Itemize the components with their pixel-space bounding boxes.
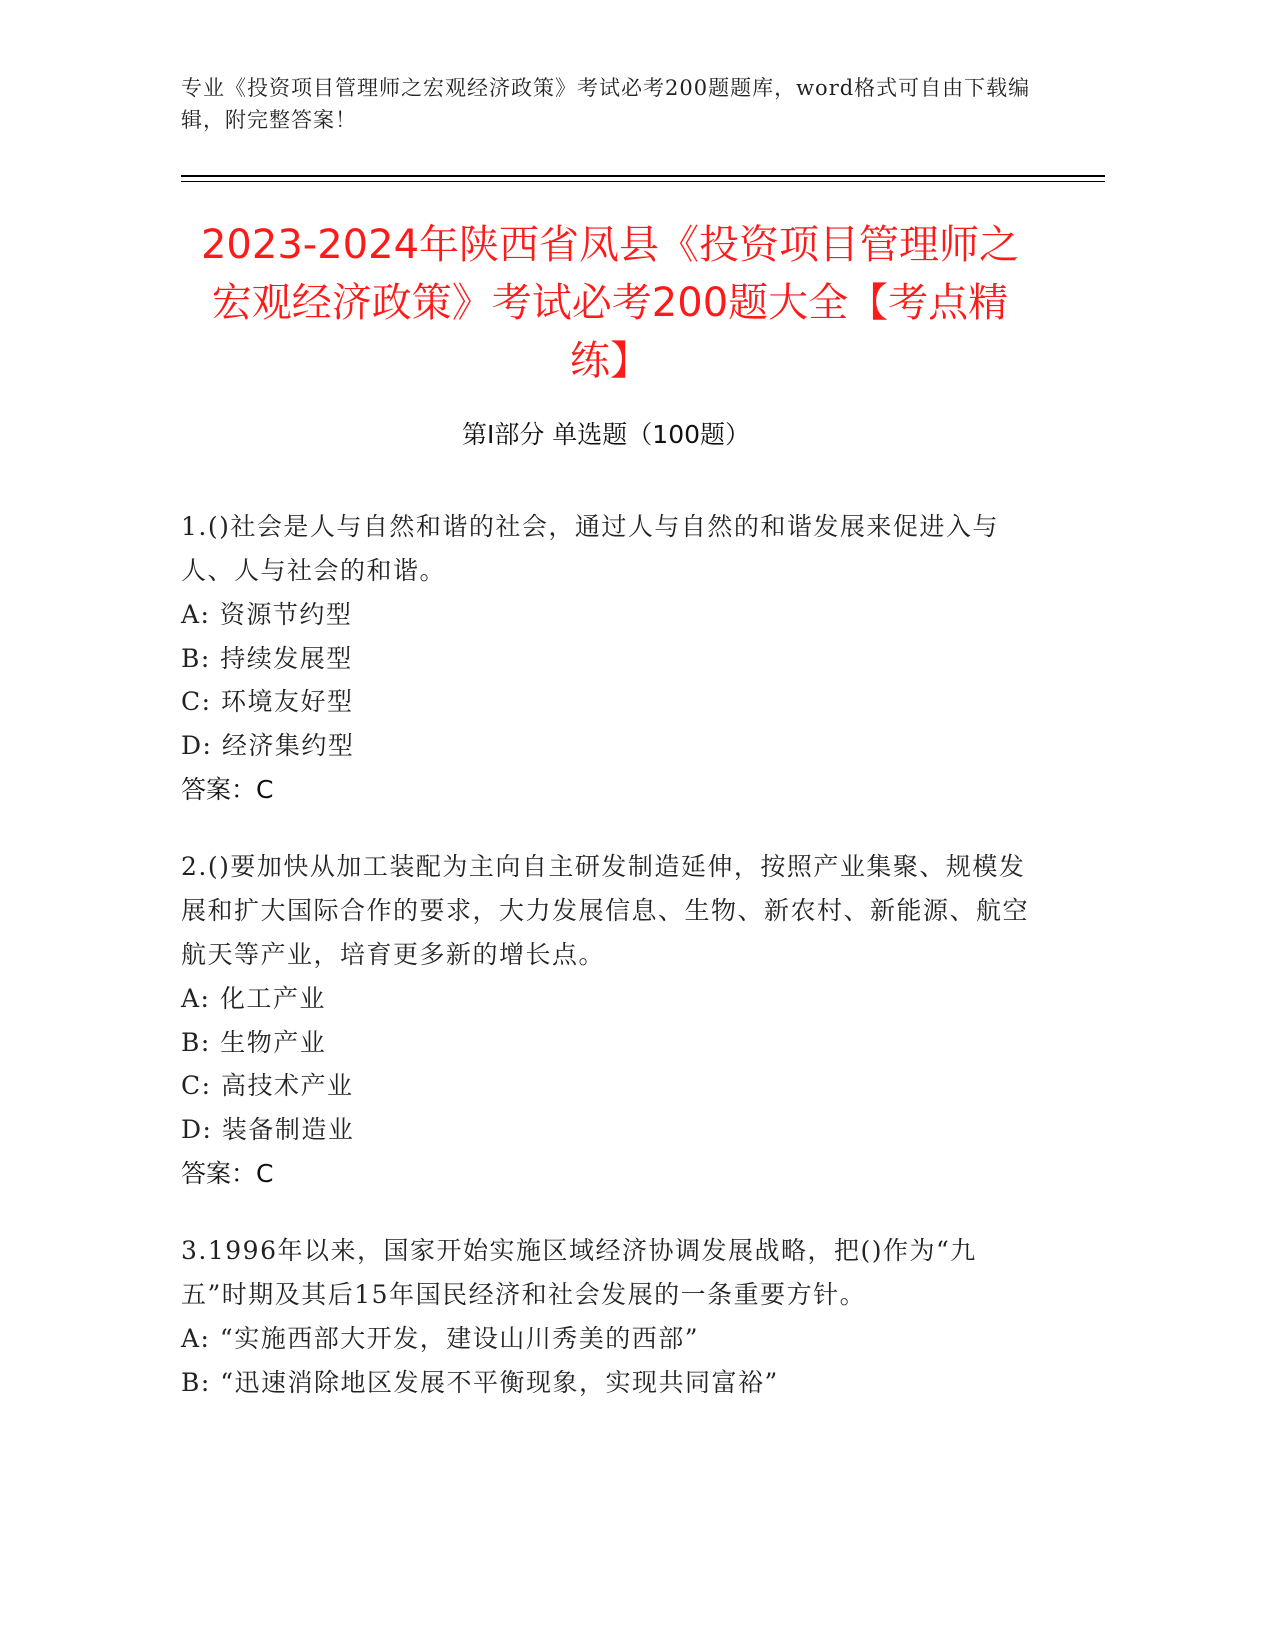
option-c: C: 高技术产业 [181, 1071, 354, 1100]
option-b: B: 生物产业 [181, 1027, 327, 1057]
option-c: C: 环境友好型 [181, 687, 354, 716]
answer-line: 答案：C [181, 775, 274, 804]
question-stem: 2.()要加快从加工装配为主向自主研发制造延伸，按照产业集聚、规模发展和扩大国际合作的要求，大力发展信息、生物、新农村、新能源、航空航天等产业，培育更多新的增长点。 [181, 852, 1030, 969]
intro-text: 专业《投资项目管理师之宏观经济政策》考试必考200题题库，word格式可自由下载编辑，附完整答案！ [181, 76, 1031, 132]
header-divider-thick [181, 175, 1105, 177]
option-a: A: “实施西部大开发，建设山川秀美的西部” [181, 1324, 699, 1353]
option-a: A: 资源节约型 [181, 600, 353, 629]
question-1 [181, 505, 1031, 813]
question-3 [181, 1229, 1031, 1404]
question-stem: 1.()社会是人与自然和谐的社会，通过人与自然的和谐发展来促进入与人、人与社会的和谐。 [181, 512, 999, 585]
question-list [181, 505, 1031, 1436]
option-d: D: 装备制造业 [181, 1114, 355, 1144]
option-b: B: “迅速消除地区发展不平衡现象，实现共同富裕” [181, 1367, 779, 1397]
option-b: B: 持续发展型 [181, 643, 353, 673]
question-stem: 3.1996年以来，国家开始实施区域经济协调发展战略，把()作为“九五”时期及其后15年国民经济和社会发展的一条重要方针。 [181, 1236, 977, 1309]
section-heading: 第I部分 单选题（100题） [461, 420, 751, 449]
header-divider-thin [181, 181, 1105, 182]
document-title: 2023-2024年陕西省凤县《投资项目管理师之宏观经济政策》考试必考200题大全【考点精练】 [200, 222, 1020, 384]
option-d: D: 经济集约型 [181, 730, 355, 760]
answer-line: 答案：C [181, 1159, 274, 1188]
option-a: A: 化工产业 [181, 984, 326, 1013]
question-2 [181, 845, 1031, 1197]
